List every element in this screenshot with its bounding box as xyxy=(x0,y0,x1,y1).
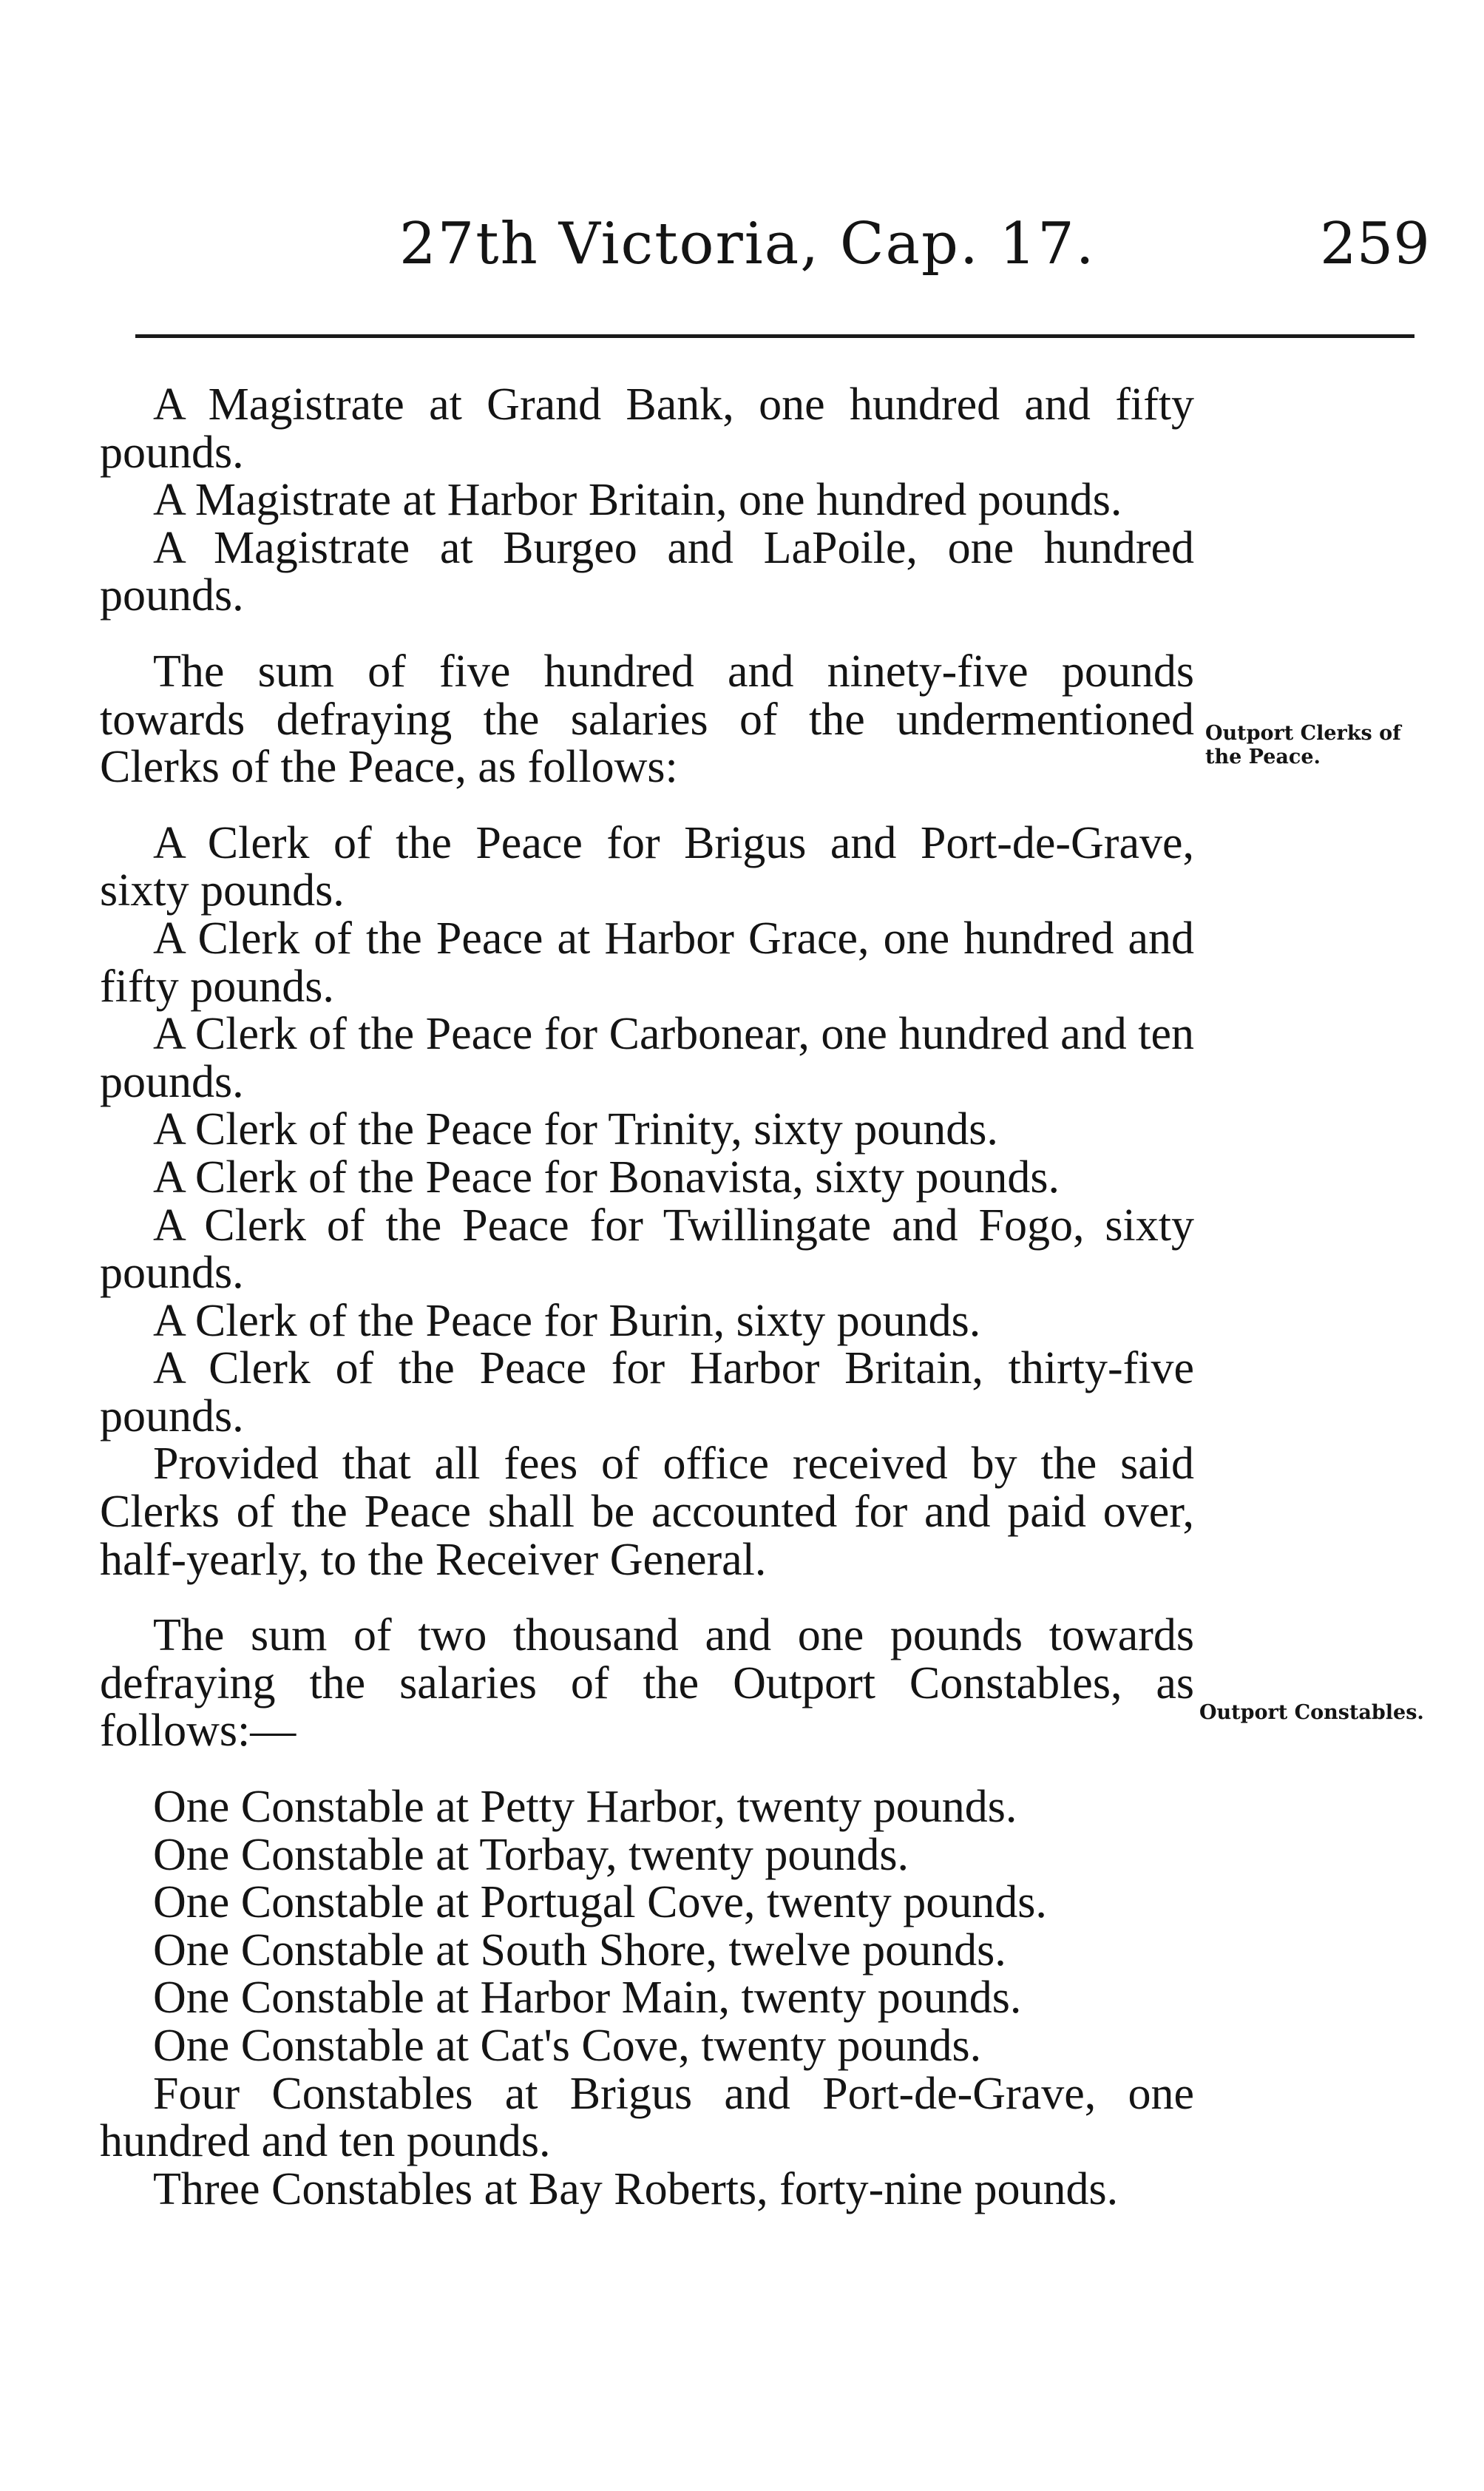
clerk-item: A Clerk of the Peace for Carbonear, one hundred and ten pounds. xyxy=(100,1009,1194,1107)
constable-item: Four Constables at Brigus and Port-de-Grave, one hundred and ten pounds. xyxy=(100,2068,1194,2167)
running-head-title: 27th Victoria, Cap. 17. xyxy=(399,211,1096,277)
clerk-item: A Clerk of the Peace at Harbor Grace, one hundred and fifty pounds. xyxy=(100,913,1194,1012)
marginal-note-constables: Outport Constables. xyxy=(1199,1701,1424,1724)
clerk-item: A Clerk of the Peace for Burin, sixty pounds. xyxy=(153,1295,981,1346)
constable-item: One Constable at South Shore, twelve pounds. xyxy=(153,1924,1006,1975)
constable-item: One Constable at Torbay, twenty pounds. xyxy=(153,1829,909,1880)
clerk-item: A Clerk of the Peace for Trinity, sixty pounds. xyxy=(153,1104,998,1155)
clerk-item: A Clerk of the Peace for Bonavista, sixty pounds. xyxy=(153,1152,1060,1203)
magistrate-paragraph: A Magistrate at Burgeo and LaPoile, one hundred pounds. xyxy=(100,522,1194,621)
constables-list xyxy=(100,1783,1194,2213)
clerks-list xyxy=(100,819,1194,1584)
constable-item: Three Constables at Bay Roberts, forty-nine pounds. xyxy=(153,2163,1119,2214)
clerk-item: A Clerk of the Peace for Harbor Britain, thirty-five pounds. xyxy=(100,1343,1194,1441)
constables-intro-paragraph: The sum of two thousand and one pounds towards defraying the salaries of the Outport Constables, as follows:— xyxy=(100,1610,1194,1757)
header-rule xyxy=(135,334,1414,338)
clerk-item: A Clerk of the Peace for Twillingate and Fogo, sixty pounds. xyxy=(100,1200,1194,1299)
marginal-note-clerks: Outport Clerks of the Peace. xyxy=(1205,722,1401,768)
constable-item: One Constable at Portugal Cove, twenty pounds. xyxy=(153,1877,1047,1928)
clerk-item: A Clerk of the Peace for Brigus and Port-de-Grave, sixty pounds. xyxy=(100,817,1194,916)
magistrate-paragraph: A Magistrate at Grand Bank, one hundred and fifty pounds. xyxy=(100,379,1194,478)
clerk-proviso: Provided that all fees of office received by the said Clerks of the Peace shall be accounted for and paid over, half-yearly, to the Receiver General. xyxy=(100,1439,1194,1585)
magistrate-paragraph: A Magistrate at Harbor Britain, one hundred pounds. xyxy=(153,475,1122,526)
clerks-intro-paragraph: The sum of five hundred and ninety-five pounds towards defraying the salaries of the undermentioned Clerks of the Peace, as follows: xyxy=(100,646,1194,793)
constable-item: One Constable at Petty Harbor, twenty pounds. xyxy=(153,1782,1017,1833)
body-text xyxy=(100,381,1194,2213)
constable-item: One Constable at Cat's Cove, twenty pounds. xyxy=(153,2021,982,2071)
page-number: 259 xyxy=(1320,211,1430,277)
constable-item: One Constable at Harbor Main, twenty pounds. xyxy=(153,1973,1022,2024)
